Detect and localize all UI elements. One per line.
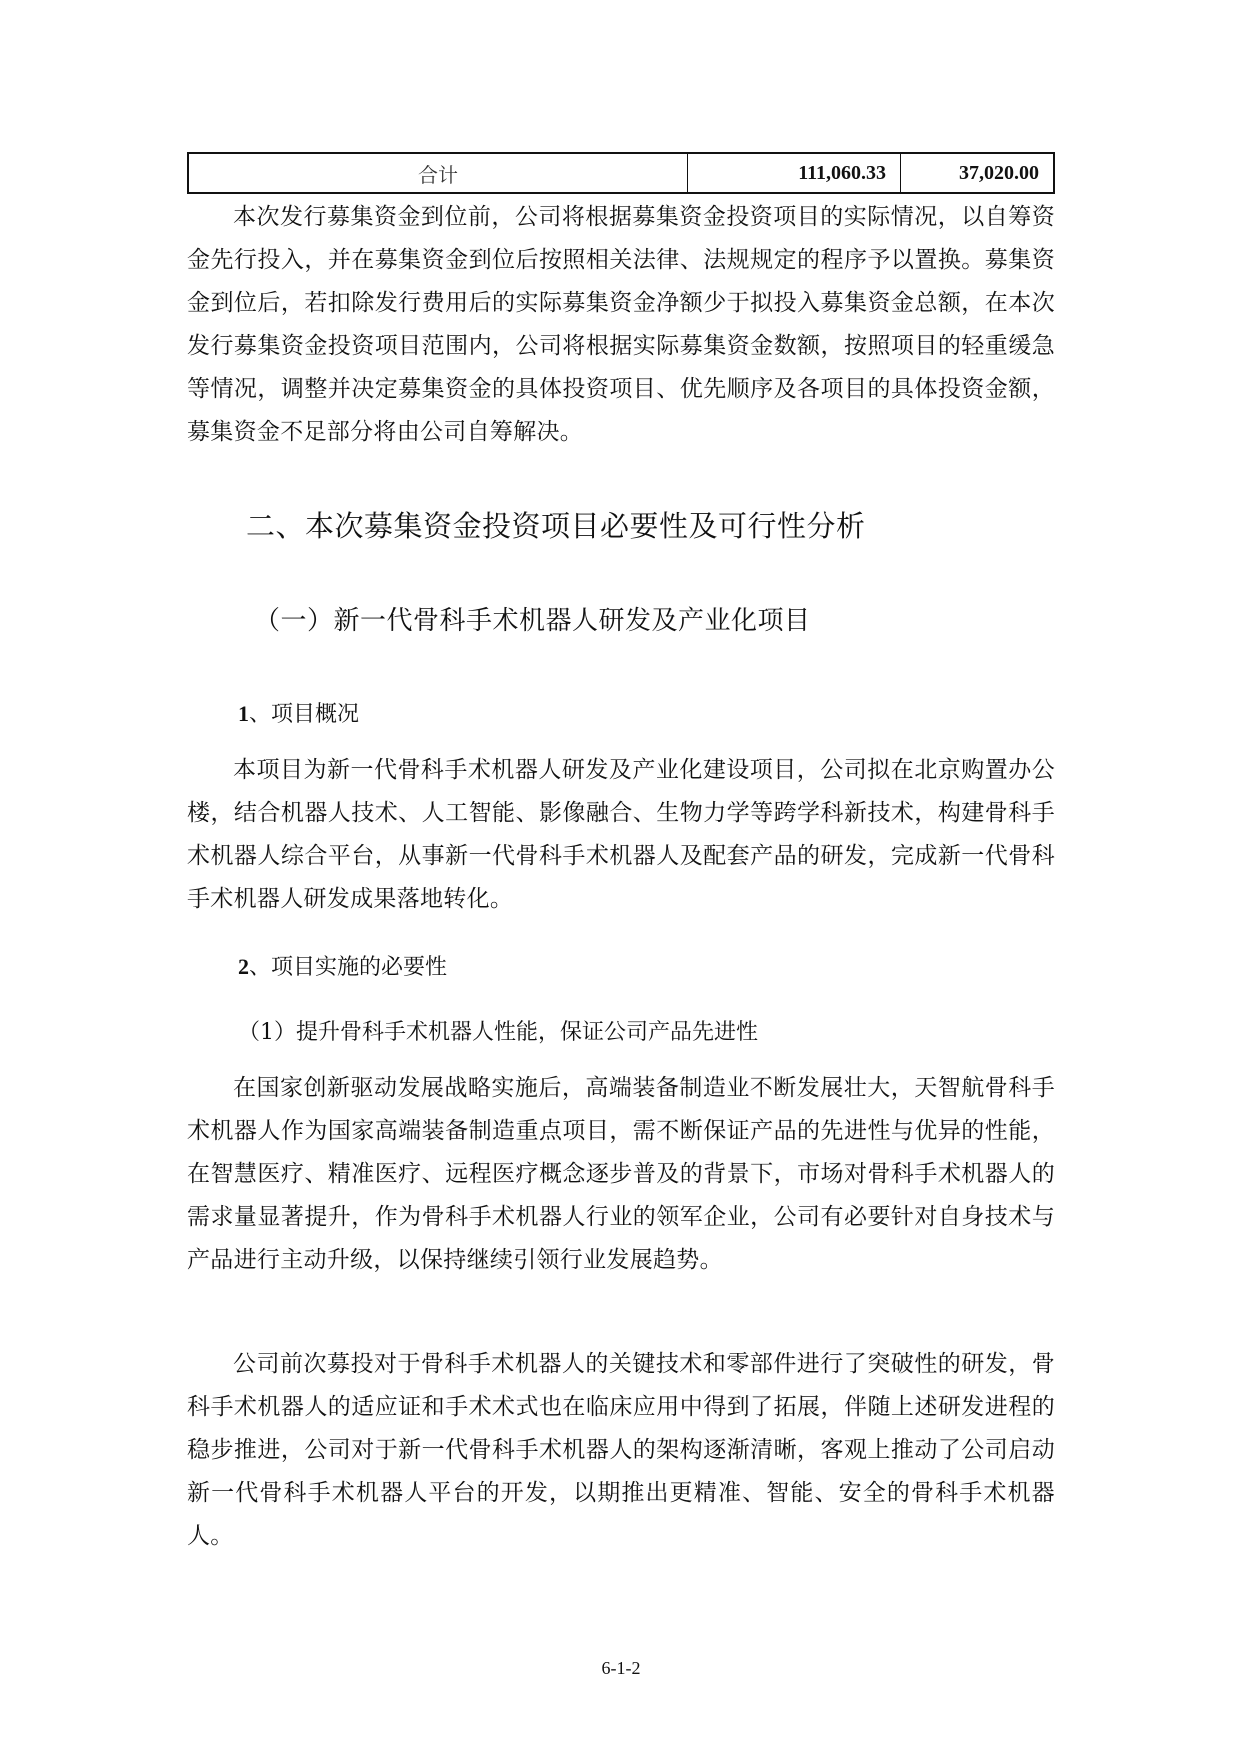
item-title: 、项目概况 <box>249 702 360 727</box>
page-number: 6-1-2 <box>601 1658 641 1678</box>
total-table <box>187 152 1055 194</box>
total-label-cell: 合计 <box>188 153 688 193</box>
subsection-heading: （一）新一代骨科手术机器人研发及产业化项目 <box>254 606 811 636</box>
section-heading: 二、本次募集资金投资项目必要性及可行性分析 <box>246 509 866 543</box>
table-row <box>188 153 1054 193</box>
total-value-cell-1: 111,060.33 <box>688 153 901 193</box>
item-title: 、项目实施的必要性 <box>249 955 448 980</box>
item-number: 1 <box>238 701 249 726</box>
item-heading-overview <box>238 697 359 728</box>
total-value-cell-2: 37,020.00 <box>901 153 1055 193</box>
item-heading-necessity <box>238 950 447 981</box>
item-number: 2 <box>238 954 249 979</box>
point-heading: （1）提升骨科手术机器人性能，保证公司产品先进性 <box>238 1020 758 1045</box>
paragraph-funding-arrangement: 本次发行募集资金到位前，公司将根据募集资金投资项目的实际情况，以自筹资金先行投入，并在募集资金到位后按照相关法律、法规规定的程序予以置换。募集资金到位后，若扣除发行费用后的实际募集资金净额少于拟投入募集资金总额，在本次发行募集资金投资项目范围内，公司将根据实际募集资金数额，按照项目的轻重缓急等情况，调整并决定募集资金的具体投资项目、优先顺序及各项目的具体投资金额，募集资金不足部分将由公司自筹解决。 <box>187 204 1055 445</box>
paragraph-necessity-1: 在国家创新驱动发展战略实施后，高端装备制造业不断发展壮大，天智航骨科手术机器人作为国家高端装备制造重点项目，需不断保证产品的先进性与优异的性能，在智慧医疗、精准医疗、远程医疗概念逐步普及的背景下，市场对骨科手术机器人的需求量显著提升，作为骨科手术机器人行业的领军企业，公司有必要针对自身技术与产品进行主动升级，以保持继续引领行业发展趋势。 <box>187 1075 1055 1273</box>
paragraph-project-overview: 本项目为新一代骨科手术机器人研发及产业化建设项目，公司拟在北京购置办公楼，结合机器人技术、人工智能、影像融合、生物力学等跨学科新技术，构建骨科手术机器人综合平台，从事新一代骨科手术机器人及配套产品的研发，完成新一代骨科手术机器人研发成果落地转化。 <box>187 757 1055 912</box>
paragraph-necessity-2: 公司前次募投对于骨科手术机器人的关键技术和零部件进行了突破性的研发，骨科手术机器人的适应证和手术术式也在临床应用中得到了拓展，伴随上述研发进程的稳步推进，公司对于新一代骨科手术机器人的架构逐渐清晰，客观上推动了公司启动新一代骨科手术机器人平台的开发，以期推出更精准、智能、安全的骨科手术机器人。 <box>187 1351 1055 1549</box>
